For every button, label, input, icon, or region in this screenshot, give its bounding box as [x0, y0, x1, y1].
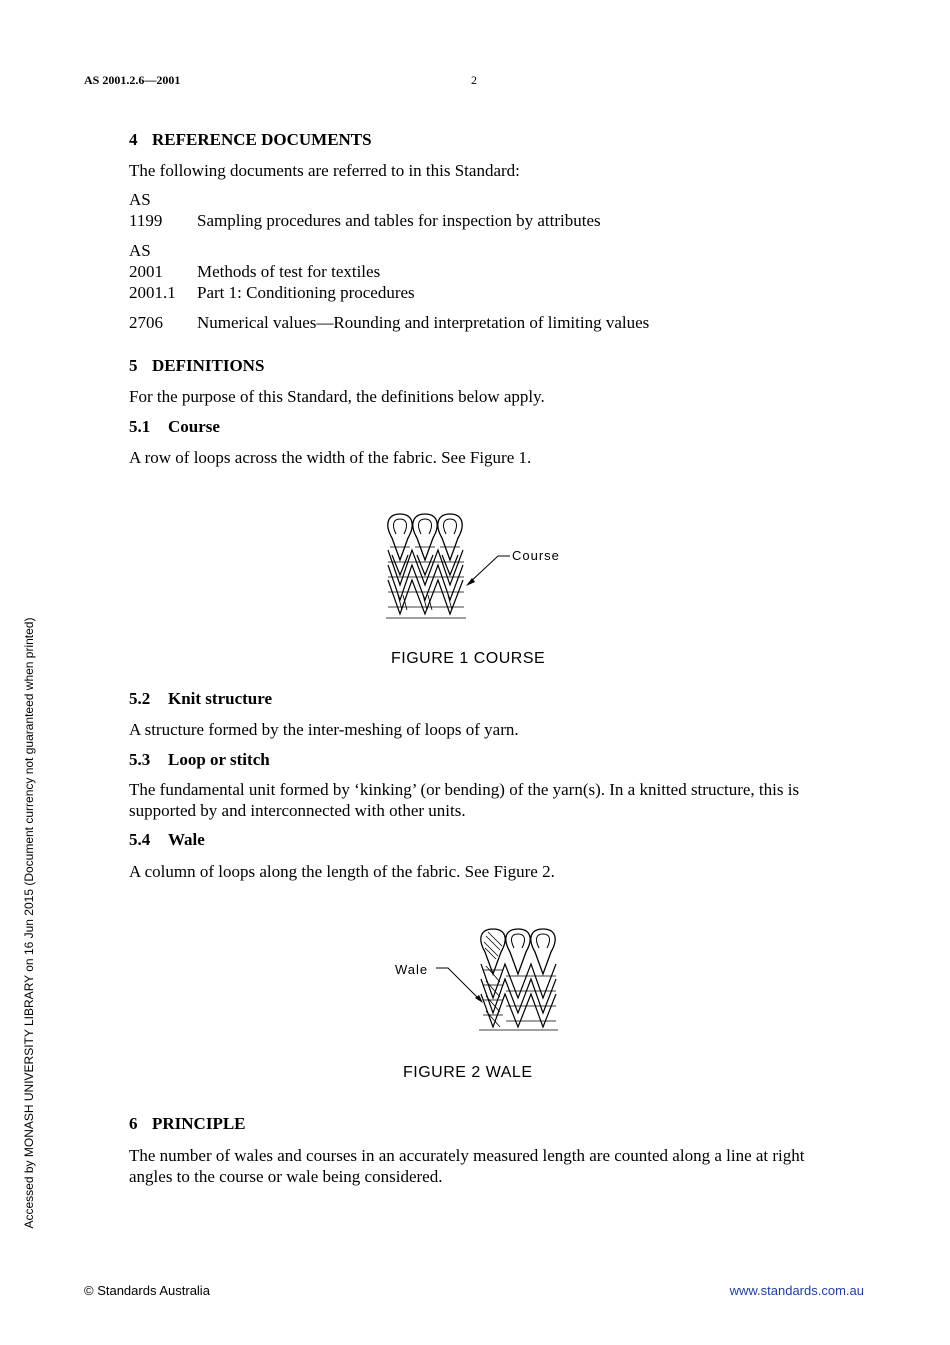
section-5-intro: For the purpose of this Standard, the definitions below apply.: [129, 387, 545, 406]
section-title: PRINCIPLE: [152, 1114, 246, 1133]
section-number: 4: [129, 130, 138, 149]
ref-prefix: AS: [129, 241, 151, 260]
course-label: Course: [512, 548, 560, 563]
ref-prefix: AS: [129, 190, 151, 209]
figure-1-caption: FIGURE 1 COURSE: [391, 650, 546, 667]
wale-label: Wale: [395, 962, 429, 977]
ref-code: 2001.1: [129, 283, 176, 302]
section-6-text: The number of wales and courses in an accurately measured length are counted along a line at right angles to the course or wale being considered.: [129, 1146, 805, 1186]
wale-leader-line: [436, 968, 480, 1000]
access-watermark: Accessed by MONASH UNIVERSITY LIBRARY on 16 Jun 2015 (Document currency not guaranteed when printed): [22, 617, 36, 1229]
definition-number: 5.1: [129, 417, 151, 436]
definition-number: 5.2: [129, 689, 151, 708]
ref-title: Numerical values—Rounding and interpretation of limiting values: [197, 313, 650, 332]
definition-number: 5.4: [129, 830, 151, 849]
knit-loops: [479, 929, 558, 1030]
ref-title: Part 1: Conditioning procedures: [197, 283, 415, 302]
wale-diagram: [430, 926, 570, 1036]
section-4-intro: The following documents are referred to in this Standard:: [129, 161, 520, 180]
definition-text: A row of loops across the width of the fabric. See Figure 1.: [129, 448, 532, 467]
ref-code: 2001: [129, 262, 163, 281]
definition-text: The fundamental unit formed by ‘kinking’ (or bending) of the yarn(s). In a knitted structure, this is supported by and interconnected with other units.: [129, 780, 800, 820]
definition-title: Knit structure: [168, 689, 273, 708]
section-number: 6: [129, 1114, 138, 1133]
ref-code: 1199: [129, 211, 163, 230]
ref-code: 2706: [129, 313, 163, 332]
definition-title: Wale: [168, 830, 205, 849]
section-title: DEFINITIONS: [152, 356, 265, 375]
course-leader-line: [468, 556, 510, 584]
ref-title: Methods of test for textiles: [197, 262, 381, 281]
definition-title: Course: [168, 417, 220, 436]
section-5-heading: [129, 356, 264, 376]
ref-title: Sampling procedures and tables for inspection by attributes: [197, 211, 601, 230]
definition-text: A structure formed by the inter-meshing of loops of yarn.: [129, 720, 519, 739]
definition-heading: [129, 417, 220, 437]
section-4-heading: [129, 130, 372, 150]
definition-number: 5.3: [129, 750, 151, 769]
section-6-heading: [129, 1114, 246, 1134]
definition-heading: [129, 830, 205, 850]
knit-loops: [386, 514, 466, 618]
copyright: © Standards Australia: [84, 1283, 210, 1298]
page-number: 2: [471, 73, 477, 87]
website-link[interactable]: www.standards.com.au: [729, 1283, 864, 1298]
document-code: AS 2001.2.6—2001: [84, 73, 181, 87]
course-diagram: [380, 510, 580, 625]
definition-heading: [129, 750, 270, 770]
definition-text: A column of loops along the length of the fabric. See Figure 2.: [129, 862, 555, 881]
figure-2-caption: FIGURE 2 WALE: [403, 1064, 533, 1081]
section-number: 5: [129, 356, 138, 375]
section-title: REFERENCE DOCUMENTS: [152, 130, 372, 149]
definition-heading: [129, 689, 272, 709]
definition-title: Loop or stitch: [168, 750, 270, 769]
